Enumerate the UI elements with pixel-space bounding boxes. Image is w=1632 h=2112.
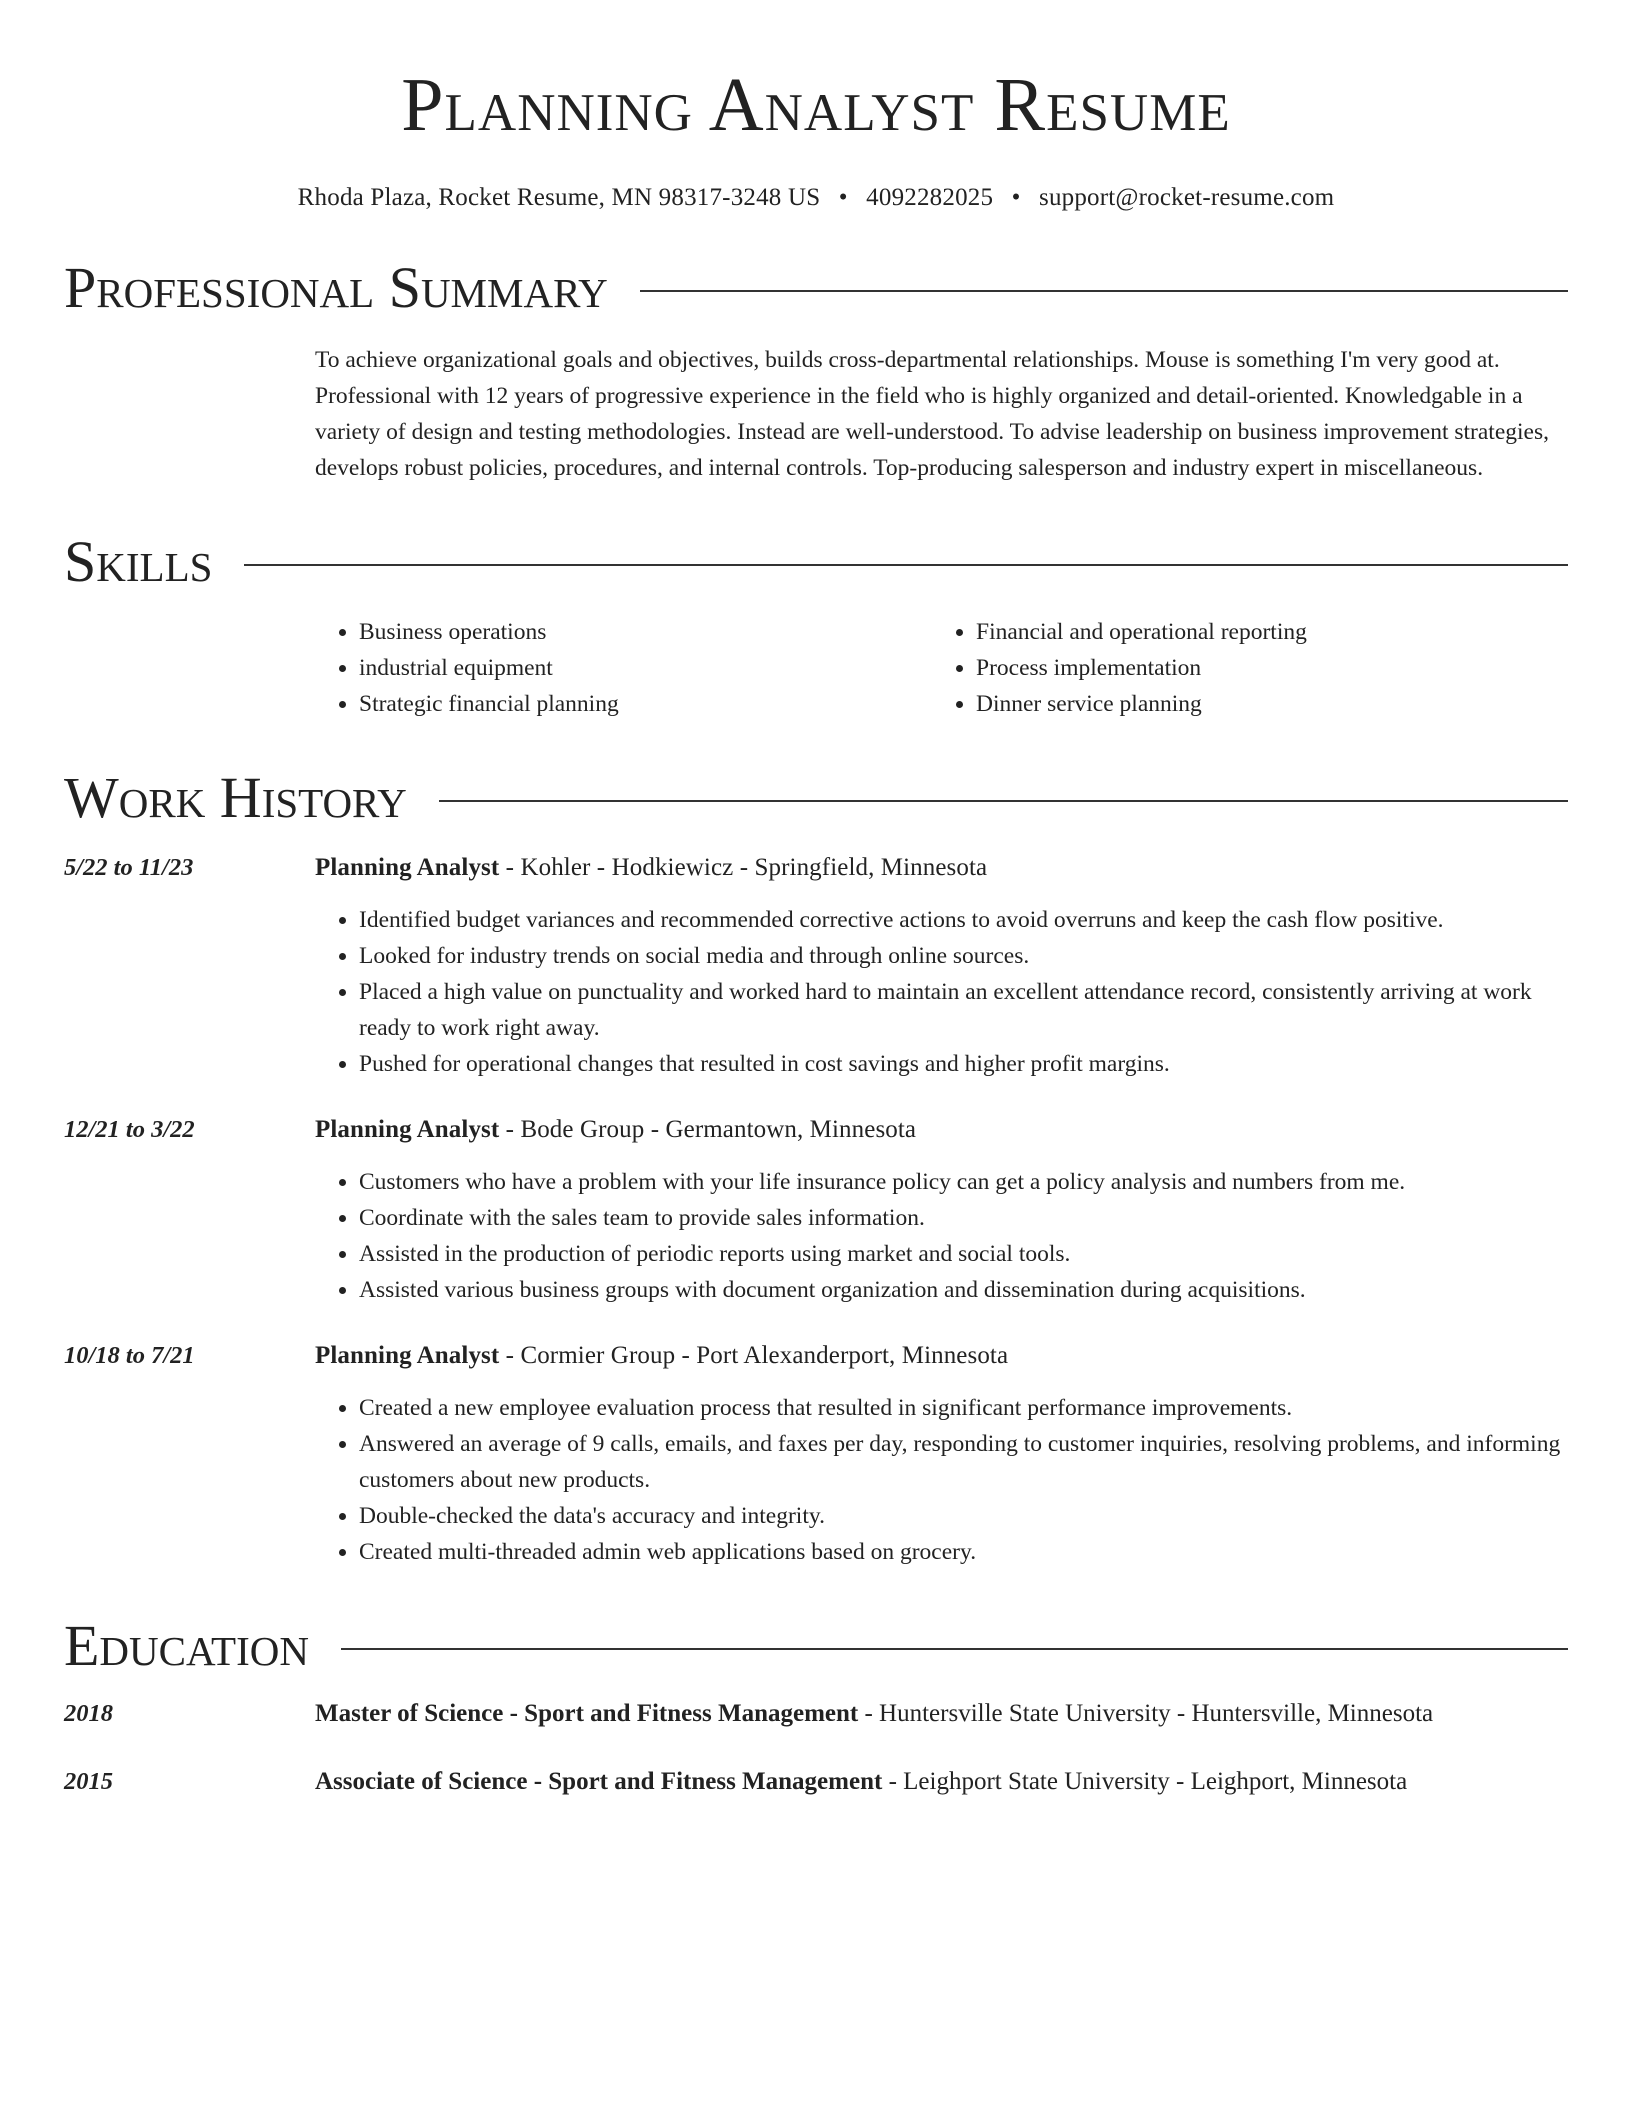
job-dates: 10/18 to 7/21 — [64, 1342, 195, 1369]
job-details: - Bode Group - Germantown, Minnesota — [499, 1116, 917, 1143]
education-entry — [64, 1768, 1568, 1796]
education-year: 2018 — [64, 1700, 113, 1727]
summary-text: To achieve organizational goals and objectives, builds cross-departmental relationships. Mouse is something I'm very good at. Professional with 12 years of progressive experience in the field who is highly organized and detail-oriented. Knowledgable in a variety of design and testing methodologies. Instead are well-understood. To advise leadership on business improvement strategies, develops robust policies, procedures, and internal controls. Top-producing salesperson and industry expert in miscellaneous. — [315, 347, 1549, 481]
skills-heading: Skills — [64, 529, 213, 594]
job-title-line — [315, 1342, 1008, 1370]
summary-heading: Professional Summary — [64, 255, 608, 320]
education-degree: Associate of Science - Sport and Fitness Management — [315, 1768, 883, 1795]
job-bullet: • Answered an average of 9 calls, emails, and faxes per day, responding to customer inquiries, resolving problems, and informing customers about new products. — [359, 1426, 1568, 1498]
education-details: - Huntersville State University - Huntersville, Minnesota — [858, 1700, 1434, 1727]
job-bullets — [315, 902, 1568, 1082]
job-entry — [64, 1116, 1568, 1308]
job-title-line — [315, 854, 987, 882]
skill-item: • industrial equipment — [359, 650, 932, 686]
job-details: - Kohler - Hodkiewicz - Springfield, Minnesota — [499, 854, 988, 881]
contact-line — [64, 184, 1568, 212]
job-title: Planning Analyst — [315, 1116, 500, 1143]
education-line — [315, 1768, 1407, 1796]
skill-item: • Process implementation — [976, 650, 1549, 686]
job-bullet: • Assisted in the production of periodic reports using market and social tools. — [359, 1236, 1568, 1272]
job-bullet: • Placed a high value on punctuality and worked hard to maintain an excellent attendance record, consistently arriving at work ready to work right away. — [359, 974, 1568, 1046]
education-line — [315, 1700, 1433, 1728]
skills-column-left — [315, 614, 932, 722]
job-bullet: • Customers who have a problem with your life insurance policy can get a policy analysis and numbers from me. — [359, 1164, 1568, 1200]
job-entry — [64, 1342, 1568, 1570]
job-title-line — [315, 1116, 916, 1144]
job-bullet: • Pushed for operational changes that resulted in cost savings and higher profit margins. — [359, 1046, 1568, 1082]
skill-item: • Business operations — [359, 614, 932, 650]
education-entry — [64, 1700, 1568, 1728]
education-degree: Master of Science - Sport and Fitness Management — [315, 1700, 859, 1727]
education-heading: Education — [64, 1613, 309, 1678]
section-divider — [341, 1648, 1568, 1650]
job-header — [64, 1342, 1568, 1370]
job-bullets — [315, 1390, 1568, 1570]
job-details: - Cormier Group - Port Alexanderport, Minnesota — [499, 1342, 1009, 1369]
job-title: Planning Analyst — [315, 854, 500, 881]
summary-section-header — [64, 256, 1568, 320]
skills-section-header — [64, 530, 1568, 594]
contact-address: Rhoda Plaza, Rocket Resume, MN 98317-3248 US — [297, 184, 821, 211]
job-title: Planning Analyst — [315, 1342, 500, 1369]
skill-item: • Financial and operational reporting — [976, 614, 1549, 650]
job-bullet: • Assisted various business groups with document organization and dissemination during acquisitions. — [359, 1272, 1568, 1308]
job-dates: 5/22 to 11/23 — [64, 854, 194, 881]
job-dates: 12/21 to 3/22 — [64, 1116, 195, 1143]
section-divider — [439, 800, 1568, 802]
education-details: - Leighport State University - Leighport, Minnesota — [882, 1768, 1408, 1795]
skill-item: • Strategic financial planning — [359, 686, 932, 722]
skill-item: • Dinner service planning — [976, 686, 1549, 722]
job-bullet: • Created a new employee evaluation process that resulted in significant performance improvements. — [359, 1390, 1568, 1426]
contact-separator: • — [1011, 184, 1021, 211]
job-bullet: • Identified budget variances and recommended corrective actions to avoid overruns and keep the cash flow positive. — [359, 902, 1568, 938]
job-entry — [64, 854, 1568, 1082]
section-divider — [640, 290, 1568, 292]
contact-separator: • — [838, 184, 848, 211]
work-heading: Work History — [64, 765, 407, 830]
contact-phone: 4092282025 — [866, 184, 994, 211]
job-header — [64, 1116, 1568, 1144]
job-bullet: • Created multi-threaded admin web applications based on grocery. — [359, 1534, 1568, 1570]
job-bullets — [315, 1164, 1568, 1308]
resume-title: Planning Analyst Resume — [401, 63, 1231, 147]
job-bullet: • Double-checked the data's accuracy and integrity. — [359, 1498, 1568, 1534]
education-section-header — [64, 1614, 1568, 1678]
contact-email: support@rocket-resume.com — [1039, 184, 1335, 211]
skills-column-right — [932, 614, 1549, 722]
section-divider — [244, 564, 1568, 566]
work-section-header — [64, 766, 1568, 830]
job-bullet: • Coordinate with the sales team to provide sales information. — [359, 1200, 1568, 1236]
job-header — [64, 854, 1568, 882]
job-bullet: • Looked for industry trends on social media and through online sources. — [359, 938, 1568, 974]
skills-list — [315, 614, 1568, 722]
education-year: 2015 — [64, 1768, 113, 1795]
